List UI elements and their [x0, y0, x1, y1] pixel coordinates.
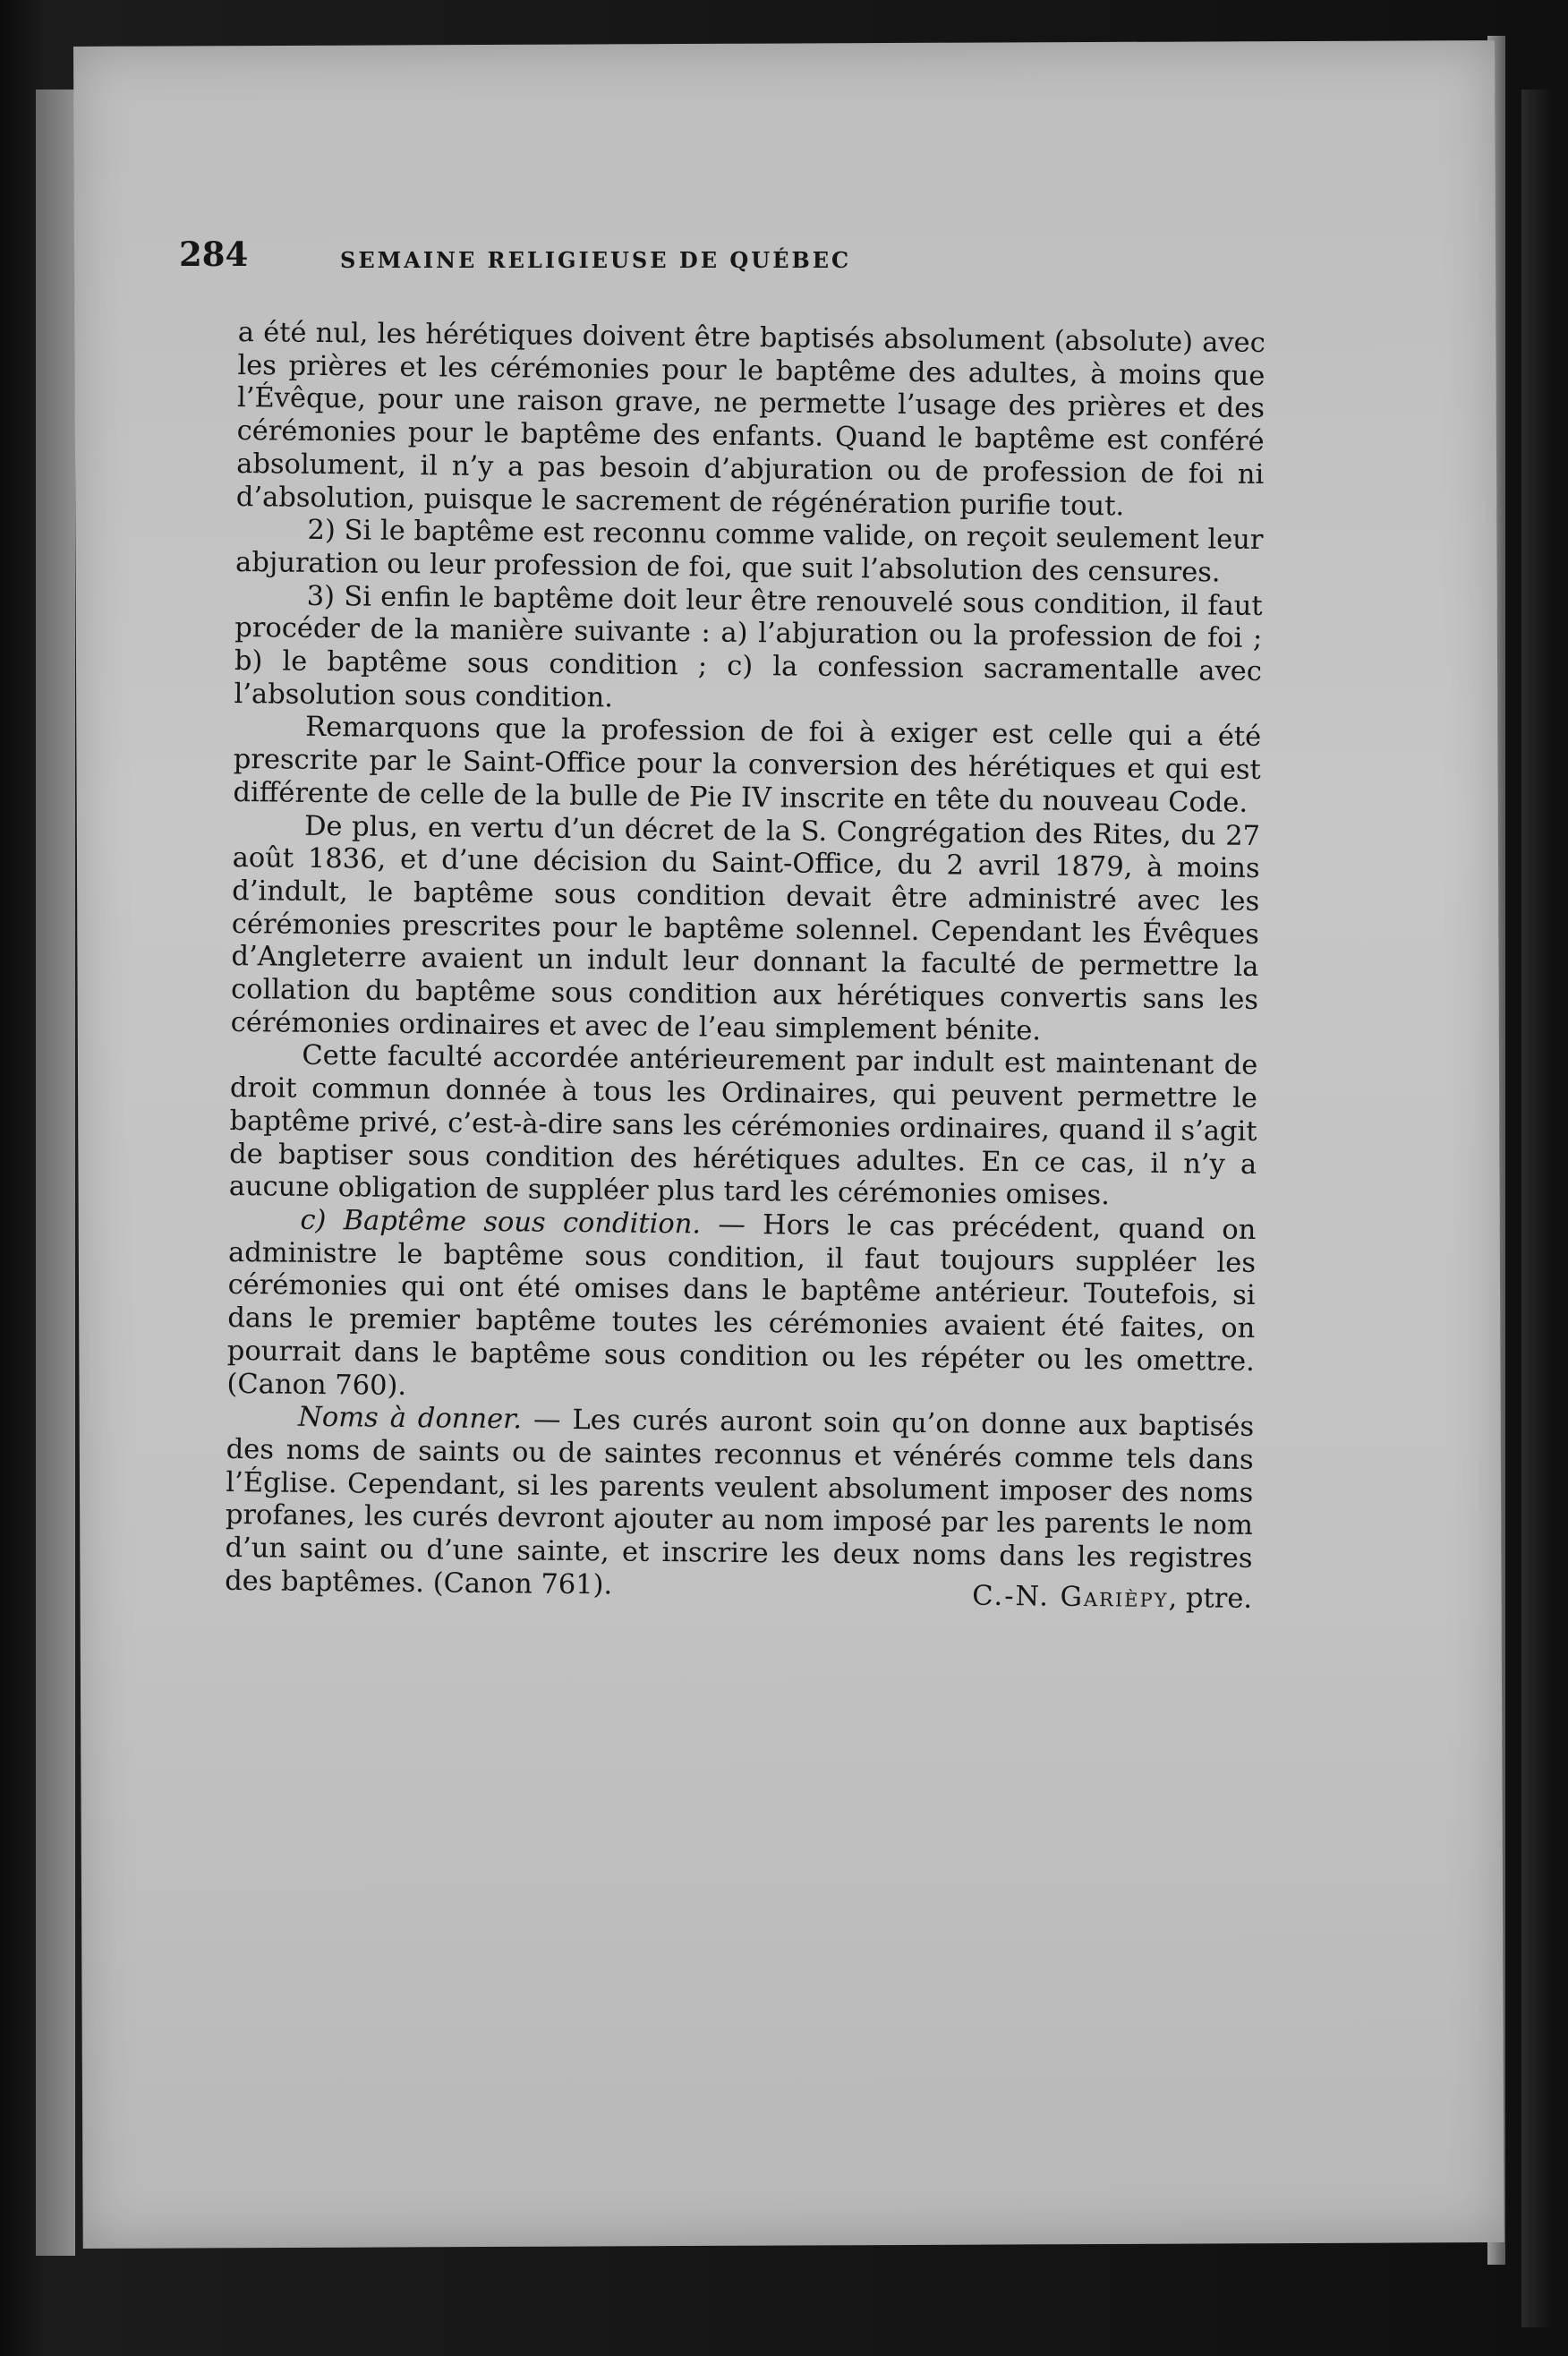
page-number: 284: [179, 235, 249, 274]
page-left-edge: [36, 90, 75, 2256]
signature-title: , ptre.: [1168, 1582, 1253, 1615]
section-heading: Noms à donner. —: [297, 1401, 561, 1437]
signature-name: C.-N. Garièpy: [972, 1580, 1169, 1614]
paragraph: [231, 810, 1261, 1051]
paragraph: [226, 1204, 1256, 1412]
page-header: [179, 235, 1074, 288]
signature: [972, 1580, 1252, 1616]
paragraph-text: a été nul, les hérétiques doivent être baptisés absolument (absolute) avec les prières et les cérémonies pour le baptême des adultes, à moins que l’Évêque, pour une raison grave, ne permette l’usage des prières et des cérémonies pour le baptême des enfants. Quand le baptême est conféré absolument, il n’y a pas besoin d’abjuration ou de profession de foi ni d’absolution, puisque le sacrement de régénération purifie tout.: [235, 317, 1265, 522]
paragraph-text: 2) Si le baptême est reconnu comme valide, on reçoit seulement leur abjuration ou leur profession de foi, que suit l’absolution des censures.: [234, 515, 1264, 589]
paragraph: [225, 1401, 1254, 1609]
paragraph: [236, 317, 1265, 525]
paragraph-text: Hors le cas précédent, quand on administre le baptême sous condition, il faut toujours suppléer les cérémonies qui ont été omises dans le baptême antérieur. Toutefois, si dans le premier baptême toutes les cérémonies avaient été faites, on pourrait dans le baptême sous condition ou les répéter ou les omettre. (Canon 760).: [226, 1208, 1257, 1402]
paragraph-text: De plus, en vertu d’un décret de la S. Congrégation des Rites, du 27 août 1836, et d’une décision du Saint-Office, du 2 avril 1879, à moins d’indult, le baptême sous condition devait être administré avec les cérémonies prescrites pour le baptême solennel. Cependant les Évêques d’Angleterre avaient un indult leur donnant la faculté de permettre la collation du baptême sous condition aux hérétiques convertis sans les cérémonies ordinaires et avec de l’eau simplement bénite.: [230, 810, 1261, 1047]
paragraph-text: Les curés auront soin qu’on donne aux baptisés des noms de saints ou de saintes reconnus et vénérés comme tels dans l’Église. Cependant, si les parents veulent absolument imposer des noms profanes, les curés devront ajouter au nom imposé par les parents le nom d’un saint ou d’une sainte, et inscrire les deux noms dans les registres des baptêmes. (Canon 761).: [225, 1404, 1255, 1601]
paragraph: [235, 514, 1264, 590]
paragraph-text: 3) Si enfin le baptême doit leur être renouvelé sous condition, il faut procéder de la manière suivante : a) l’abjuration ou la profession de foi ; b) le baptême sous condition ; c) la confession sacramentalle avec l’absolution sous condition.: [234, 580, 1263, 714]
paragraph: [233, 711, 1261, 820]
body-text: [225, 317, 1265, 1615]
paragraph: [229, 1039, 1258, 1215]
section-heading: c) Baptême sous condition. —: [300, 1204, 746, 1241]
paragraph-text: Remarquons que la profession de foi à exiger est celle qui a été prescrite par le Saint-Office pour la conversion des hérétiques et qui est différente de celle de la bulle de Pie IV inscrite en tête du nouveau Code.: [233, 712, 1262, 819]
paragraph-text: Cette faculté accordée antérieurement par indult est maintenant de droit commun donnée à tous les Ordinaires, qui peuvent permettre le baptême privé, c’est-à-dire sans les cérémonies ordinaires, quand il s’agit de baptiser sous condition des hérétiques adultes. En ce cas, il n’y a aucune obligation de suppléer plus tard les cérémonies omises.: [228, 1040, 1258, 1212]
running-title: SEMAINE RELIGIEUSE DE QUÉBEC: [340, 247, 852, 273]
next-page-sliver: [1521, 90, 1552, 2327]
paragraph: [234, 580, 1262, 722]
